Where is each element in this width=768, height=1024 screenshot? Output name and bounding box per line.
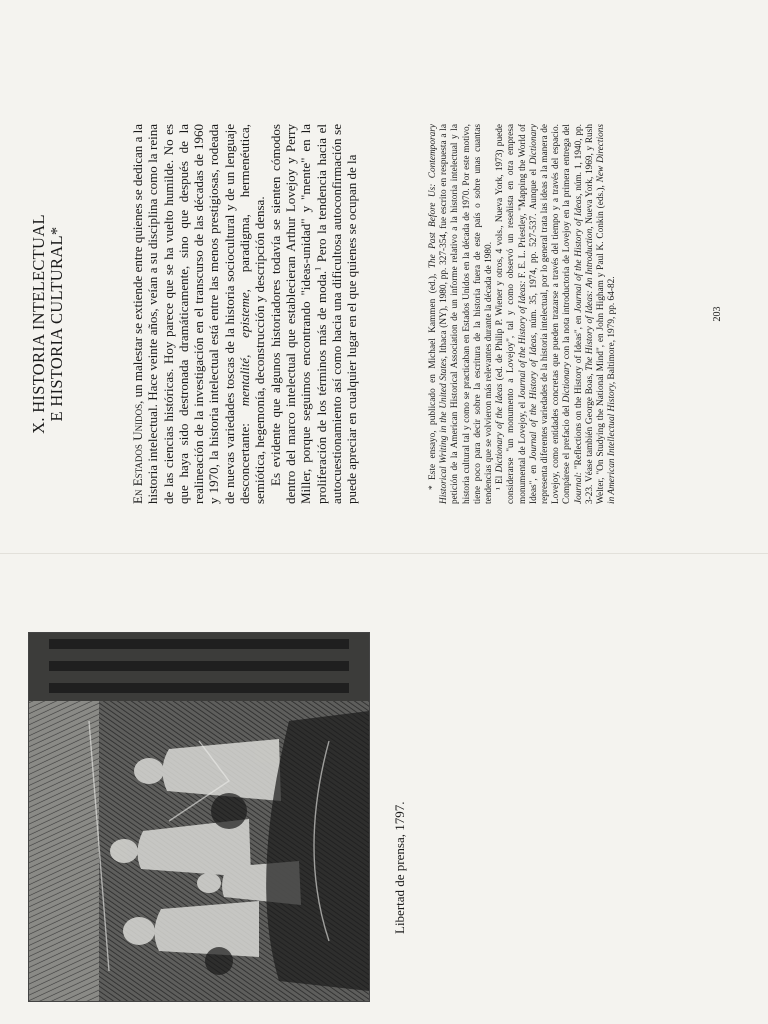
chapter-title-line-1: X. HISTORIA INTELECTUAL [29, 214, 48, 434]
footnotes [428, 124, 618, 504]
opening-small-caps: En Estados Unidos [130, 403, 145, 504]
engraving-image [29, 633, 369, 1001]
page-number: 203 [712, 306, 723, 322]
illustration-caption: Libertad de prensa, 1797. [392, 801, 407, 934]
footnote-1: ¹ El Dictionary of the Ideas (ed. de Philip P. Wiener y otros, 4 vols., Nueva York, 1973) puede considerarse "un monumento a Lovejoy", tal y como observó un reseñista en otra empresa monumental de Lovejoy, el Journal of the History of Ideas: F. E. L. Priestley, "Mapping the World of Ideas", en Journal of the History of Ideas, núm. 35, 1974, pp. 527-537. Aunque el Dictionary representa diferentes variedades de la historia intelectual, por lo general trata las ideas a la manera de Lovejoy, como entidades concretas que pueden trazarse a través del tiempo y a través del espacio. Compárese el prefacio del Dictionary con la nota introductoria de Lovejoy en la primera entrega del Journal: "Reflections on the History of Ideas", en Journal of the History of Ideas, núm. 1, 1940, pp. 3-23. Véase también George Boas, The History of Ideas: An Introduction, Nueva York, 1969, y Rush Welter, "On Studying the National Mind", en John Higham y Paul K. Conkin (eds.), New Directions in American Intellectual History, Baltimore, 1979, pp. 64-82. [495, 123, 618, 504]
page-gutter [0, 553, 768, 554]
footnote-star: * Este ensayo, publicado en Michael Kammen (ed.), The Past Before Us: Contemporary Historical Writing in the United States, Ithaca (NY), 1980, pp. 327-354, fue escrito en respuesta a la petición de la American Historical Association de un informe relativo a la historia intelectual y la historia cultural tal y como se practicaban en Estados Unidos en la década de 1970. Por este motivo, tiene poco para decir sobre la escritura de la historia fuera de este país o sobre unas cuantas tendencias que se volvieron más relevantes durante la década de 1980. [428, 124, 495, 504]
body-paragraph-2: Es evidente que algunos historiadores todavía se sienten cómodos dentro del marco intelectual que establecieran Arthur Lovejoy y Perry Miller, porque seguimos encontrando "ideas-unidad" y "mente" en la proliferación de los términos más de moda.$^1$ Pero la tendencia hacia el autocuestionamiento así como hacia una dificultosa autoconfirmación se puede apreciar en cualquier lugar en el que quienes se ocupan de la [267, 124, 360, 504]
chapter-title [30, 124, 66, 524]
chapter-body [130, 124, 359, 504]
body-paragraph-1: En Estados Unidos, un malestar se extiende entre quienes se dedican a la historia intelectual. Hace veinte años, veían a su disciplina como la reina de las ciencias históricas. Hoy parece que se ha vuelto humilde. No es que haya sido destronada dramáticamente, sino que después de la realineación de la investigación en el transcurso de las décadas de 1960 y 1970, la historia intelectual está entre las menos prestigiosas, rodeada de nuevas variedades toscas de la historia sociocultural y de un lenguaje desconcertante: mentalité, episteme, paradigma, hermenéutica, semiótica, hegemonía, deconstrucción y descripción densa. [130, 123, 268, 504]
footnote-ref-1[interactable]: 1 [313, 266, 323, 271]
italic-terms: mentalité, episteme, [237, 289, 253, 407]
chapter-title-line-2: E HISTORIA CULTURAL* [47, 226, 66, 422]
engraving-illustration [28, 632, 370, 1002]
